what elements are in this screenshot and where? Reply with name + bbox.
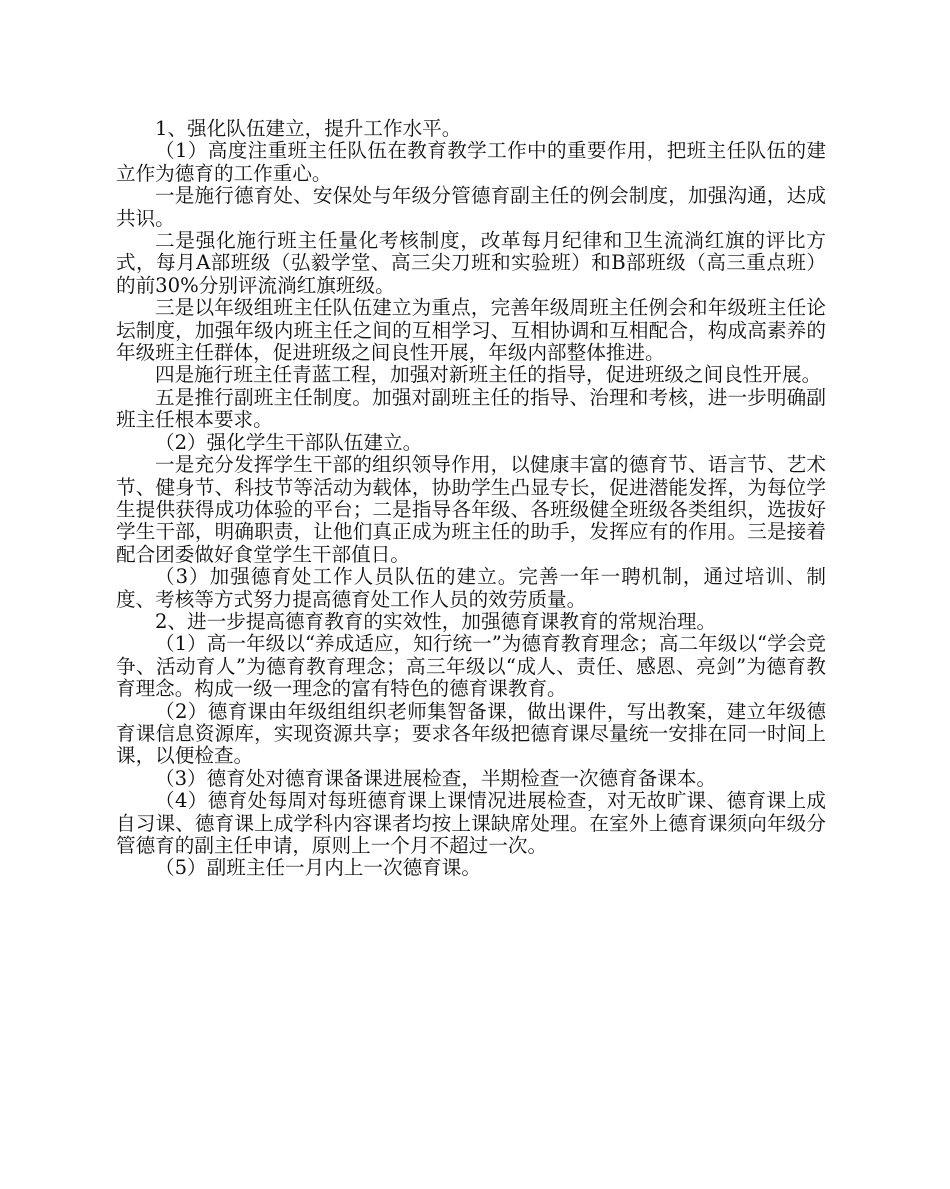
paragraph-13: （2）德育课由年级组组织老师集智备课，做出课件，写出教案，建立年级德育课信息资源库，实现资源共享；要求各年级把德育课尽量统一安排在同一时间上课，以便检查。 (116, 699, 826, 768)
paragraph-11: 2、进一步提高德育教育的实效性，加强德育课教育的常规治理。 (155, 609, 717, 633)
paragraph-7: 五是推行副班主任制度。加强对副班主任的指导、治理和考核，进一步明确副班主任根本要求。 (116, 385, 826, 432)
paragraph-16: （5）副班主任一月内上一次德育课。 (155, 856, 481, 880)
paragraph-6: 四是施行班主任青蓝工程，加强对新班主任的指导，促进班级之间良性开展。 (155, 363, 822, 387)
document-page (116, 118, 826, 880)
paragraph-4: 二是强化施行班主任量化考核制度，改革每月纪律和卫生流淌红旗的评比方式，每月A部班级（弘毅学堂、高三尖刀班和实验班）和B部班级（高三重点班）的前30%分别评流淌红旗班级。 (116, 229, 826, 297)
paragraph-14: （3）德育处对德育课备课进展检查，半期检查一次德育备课本。 (155, 766, 717, 790)
paragraph-1: 1、强化队伍建立，提升工作水平。 (155, 117, 462, 140)
paragraph-5: 三是以年级组班主任队伍建立为重点，完善年级周班主任例会和年级班主任论坛制度，加强年级内班主任之间的互相学习、互相协调和互相配合，构成高素养的年级班主任群体，促进班级之间良性开展，年级内部整体推进。 (116, 296, 826, 365)
paragraph-3: 一是施行德育处、安保处与年级分管德育副主任的例会制度，加强沟通，达成共识。 (116, 184, 826, 230)
paragraph-10: （3）加强德育处工作人员队伍的建立。完善一年一聘机制，通过培训、制度、考核等方式努力提高德育处工作人员的效劳质量。 (116, 565, 826, 611)
paragraph-12: （1）高一年级以“养成适应，知行统一”为德育教育理念；高二年级以“学会竞争、活动育人”为德育教育理念；高三年级以“成人、责任、感恩、亮剑”为德育教育理念。构成一级一理念的富有特色的德育课教育。 (116, 632, 826, 701)
paragraph-8: （2）强化学生干部队伍建立。 (155, 430, 423, 454)
paragraph-15: （4）德育处每周对每班德育课上课情况进展检查，对无故旷课、德育课上成自习课、德育课上成学科内容课者均按上课缺席处理。在室外上德育课须向年级分管德育的副主任申请，原则上一个月不超过一次。 (116, 789, 826, 857)
paragraph-2: （1）高度注重班主任队伍在教育教学工作中的重要作用，把班主任队伍的建立作为德育的工作重心。 (116, 139, 826, 185)
paragraph-9: 一是充分发挥学生干部的组织领导作用，以健康丰富的德育节、语言节、艺术节、健身节、科技节等活动为载体，协助学生凸显专长，促进潜能发挥，为每位学生提供获得成功体验的平台；二是指导各年级、各班级健全班级各类组织，选拔好学生干部，明确职责，让他们真正成为班主任的助手，发挥应有的作用。三是接着配合团委做好食堂学生干部值日。 (116, 453, 826, 566)
